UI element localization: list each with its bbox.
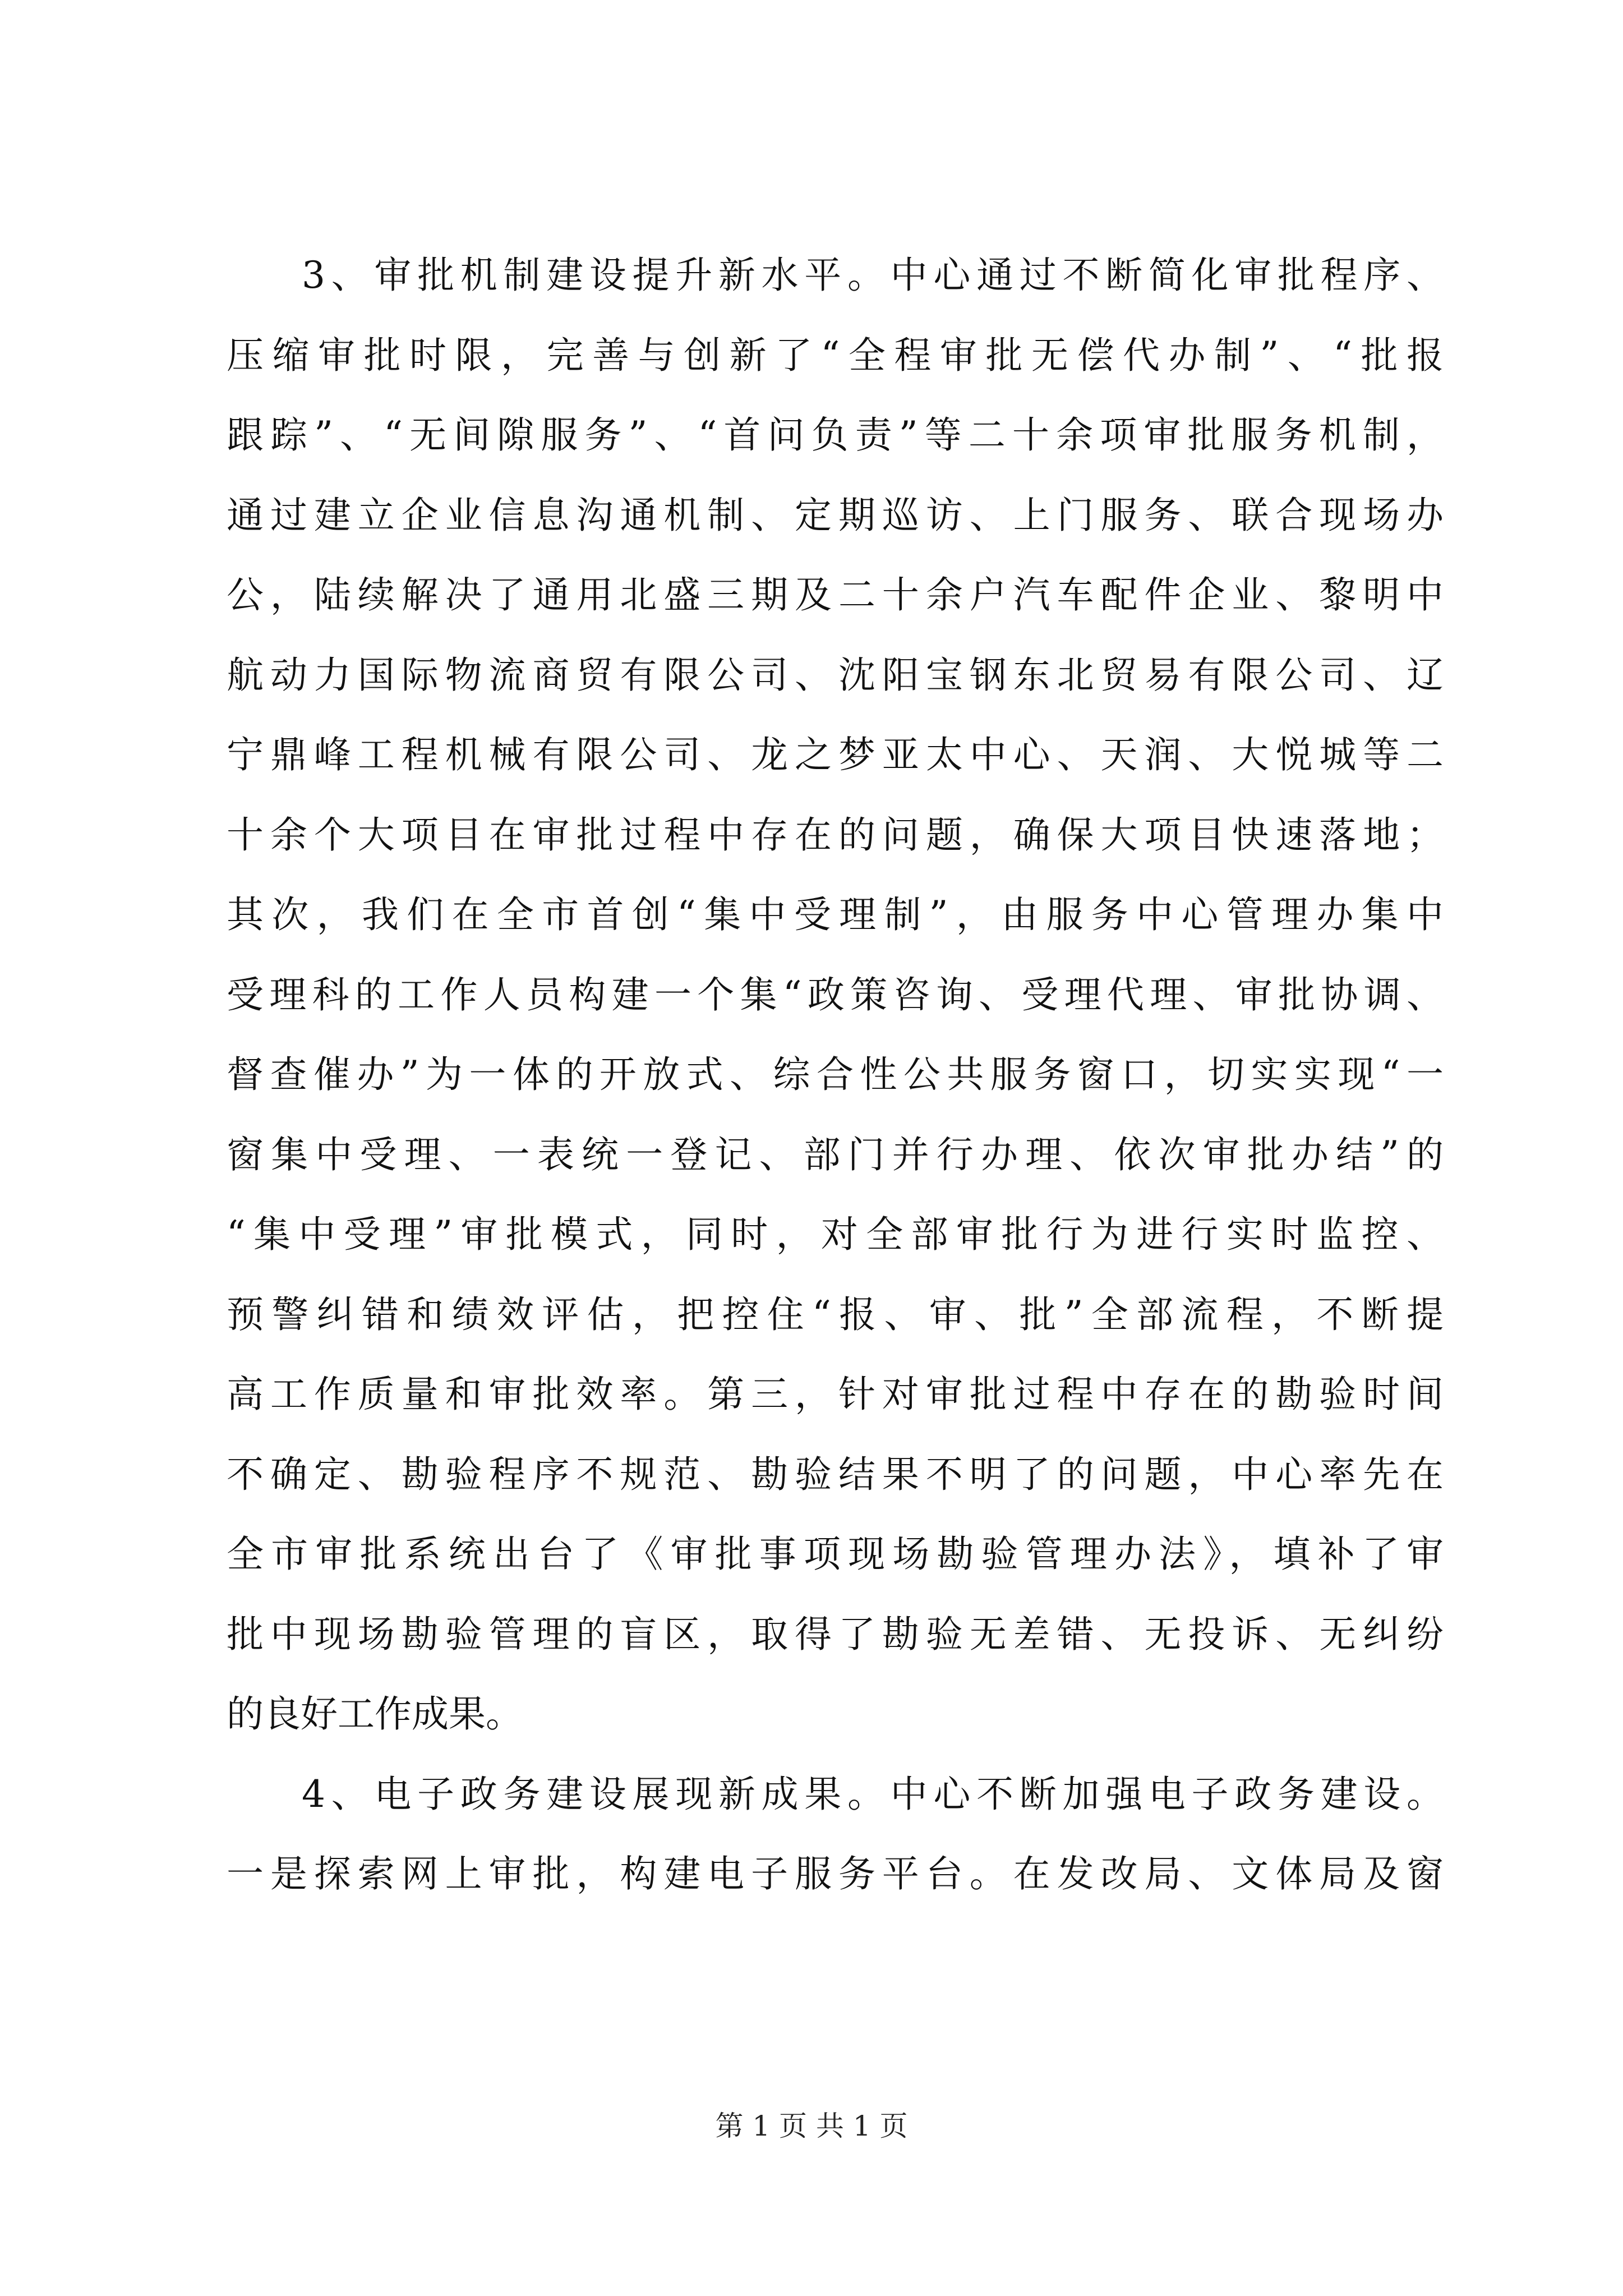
page-footer: 第 1 页 共 1 页 <box>715 2110 908 2142</box>
paragraph-3-line-13: “集中受理”审批模式，同时，对全部审批行为进行实时监控、 <box>227 1213 1444 1256</box>
paragraph-3-line-11: 督查催办”为一体的开放式、综合性公共服务窗口，切实实现“一 <box>227 1053 1444 1096</box>
paragraph-3-line-2: 压缩审批时限，完善与创新了“全程审批无偿代办制”、“批报 <box>227 333 1444 377</box>
paragraph-3-line-16: 不确定、勘验程序不规范、勘验结果不明了的问题，中心率先在 <box>227 1452 1444 1496</box>
paragraph-3-line-8: 十余个大项目在审批过程中存在的问题，确保大项目快速落地； <box>227 813 1444 857</box>
paragraph-3-line-7: 宁鼎峰工程机械有限公司、龙之梦亚太中心、天润、大悦城等二 <box>227 733 1444 776</box>
paragraph-3-line-5: 公，陆续解决了通用北盛三期及二十余户汽车配件企业、黎明中 <box>227 573 1444 616</box>
paragraph-3-line-19: 的良好工作成果。 <box>227 1692 523 1736</box>
paragraph-3-line-12: 窗集中受理、一表统一登记、部门并行办理、依次审批办结”的 <box>227 1133 1444 1176</box>
paragraph-3-line-18: 批中现场勘验管理的盲区，取得了勘验无差错、无投诉、无纠纷 <box>227 1612 1444 1656</box>
paragraph-3-line-3: 跟踪”、“无间隙服务”、“首问负责”等二十余项审批服务机制， <box>227 413 1444 457</box>
paragraph-4-line-1: 4、电子政务建设展现新成果。中心不断加强电子政务建设。 <box>302 1772 1444 1816</box>
paragraph-3-line-15: 高工作质量和审批效率。第三，针对审批过程中存在的勘验时间 <box>227 1373 1444 1416</box>
paragraph-3-line-10: 受理科的工作人员构建一个集“政策咨询、受理代理、审批协调、 <box>227 973 1444 1016</box>
paragraph-3-line-14: 预警纠错和绩效评估，把控住“报、审、批”全部流程，不断提 <box>227 1292 1444 1336</box>
paragraph-3-line-6: 航动力国际物流商贸有限公司、沈阳宝钢东北贸易有限公司、辽 <box>227 653 1444 697</box>
paragraph-3-line-4: 通过建立企业信息沟通机制、定期巡访、上门服务、联合现场办 <box>227 493 1444 537</box>
document-body <box>227 236 1444 1915</box>
paragraph-3-line-17: 全市审批系统出台了《审批事项现场勘验管理办法》，填补了审 <box>227 1533 1444 1576</box>
paragraph-3-line-1: 3、审批机制建设提升新水平。中心通过不断简化审批程序、 <box>302 254 1444 297</box>
paragraph-4-line-2: 一是探索网上审批，构建电子服务平台。在发改局、文体局及窗 <box>227 1852 1444 1895</box>
paragraph-3-line-9: 其次，我们在全市首创“集中受理制”，由服务中心管理办集中 <box>227 893 1444 936</box>
